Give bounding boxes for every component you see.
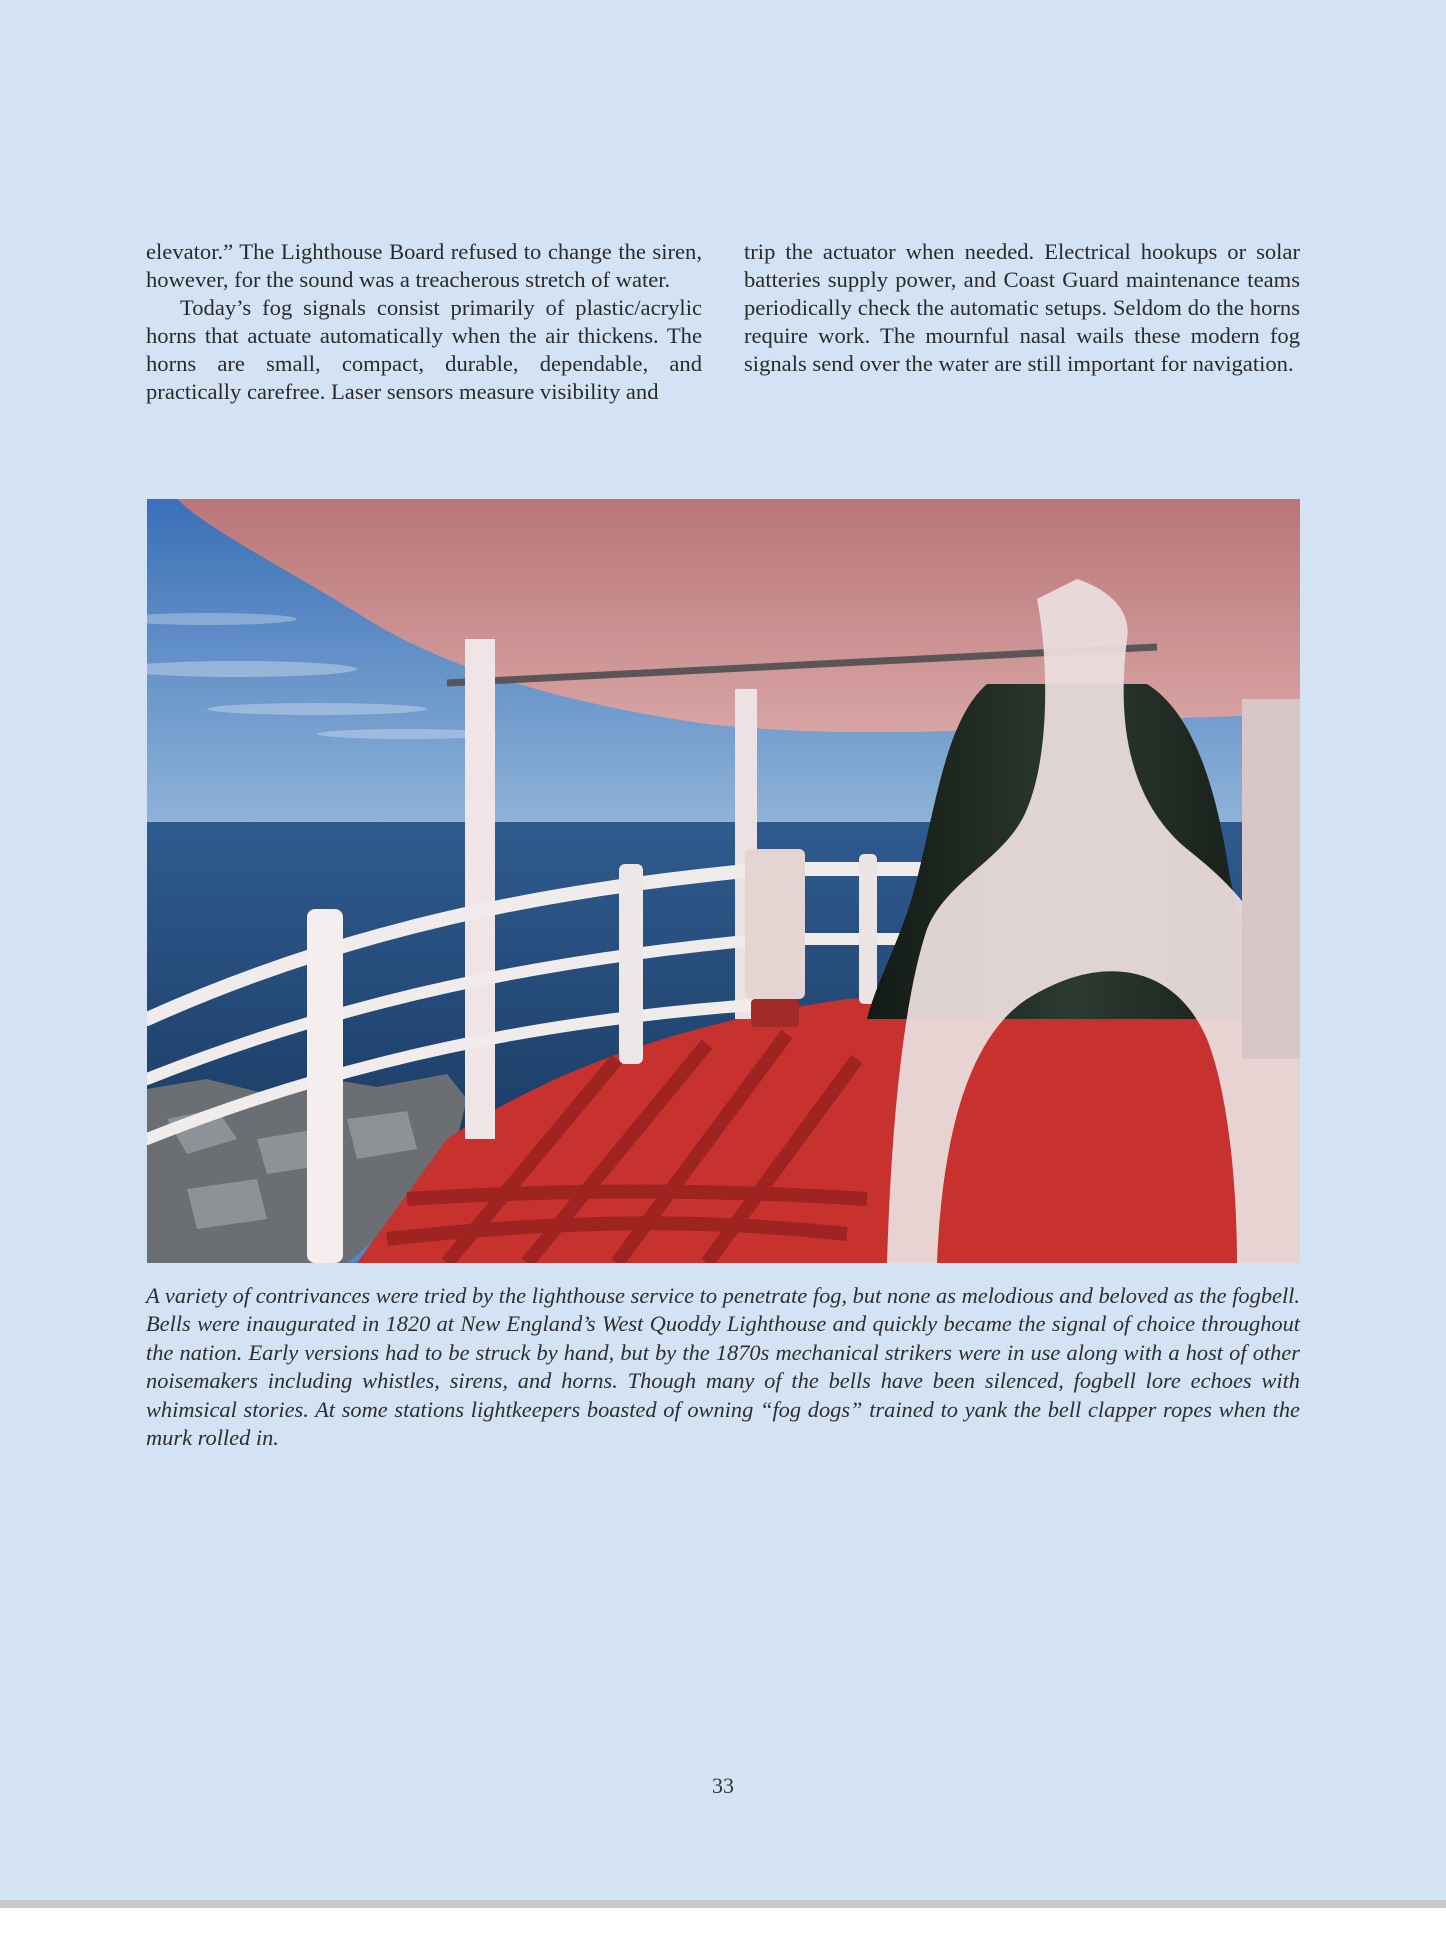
body-text — [146, 238, 1300, 406]
fogbell-photo — [147, 499, 1300, 1263]
page-bottom-rule — [0, 1900, 1446, 1908]
left-column — [146, 238, 702, 406]
paragraph: elevator.” The Lighthouse Board refused to change the siren, however, for the sound was a treacherous stretch of water. — [146, 239, 702, 292]
right-column — [744, 238, 1300, 406]
figure-caption: A variety of contrivances were tried by the lighthouse service to penetrate fog, but none as melodious and beloved as the fogbell. Bells were inaugurated in 1820 at New England’s West Quoddy Lighthouse and quickly became the signal of choice throughout the nation. Early versions had to be struck by hand, but by the 1870s mechanical strikers were in use along with a host of other noisemakers including whistles, sirens, and horns. Though many of the bells have been silenced, fogbell lore echoes with whimsical stories. At some stations lightkeepers boasted of owning “fog dogs” trained to yank the bell clapper ropes when the murk rolled in. — [146, 1283, 1300, 1451]
paragraph: trip the actuator when needed. Electrical hookups or solar batteries supply power, and Coast Guard maintenance teams periodically check the automatic setups. Seldom do the horns require work. The mournful nasal wails these modern fog signals send over the water are still important for navigation. — [744, 239, 1300, 376]
fogbell-photo-image — [147, 499, 1300, 1263]
paragraph: Today’s fog signals consist primarily of plastic/acrylic horns that actuate automatically when the air thickens. The horns are small, compact, durable, dependable, and practically carefree. Laser sensors measure visibility and — [146, 295, 702, 404]
page-number: 33 — [712, 1773, 734, 1798]
